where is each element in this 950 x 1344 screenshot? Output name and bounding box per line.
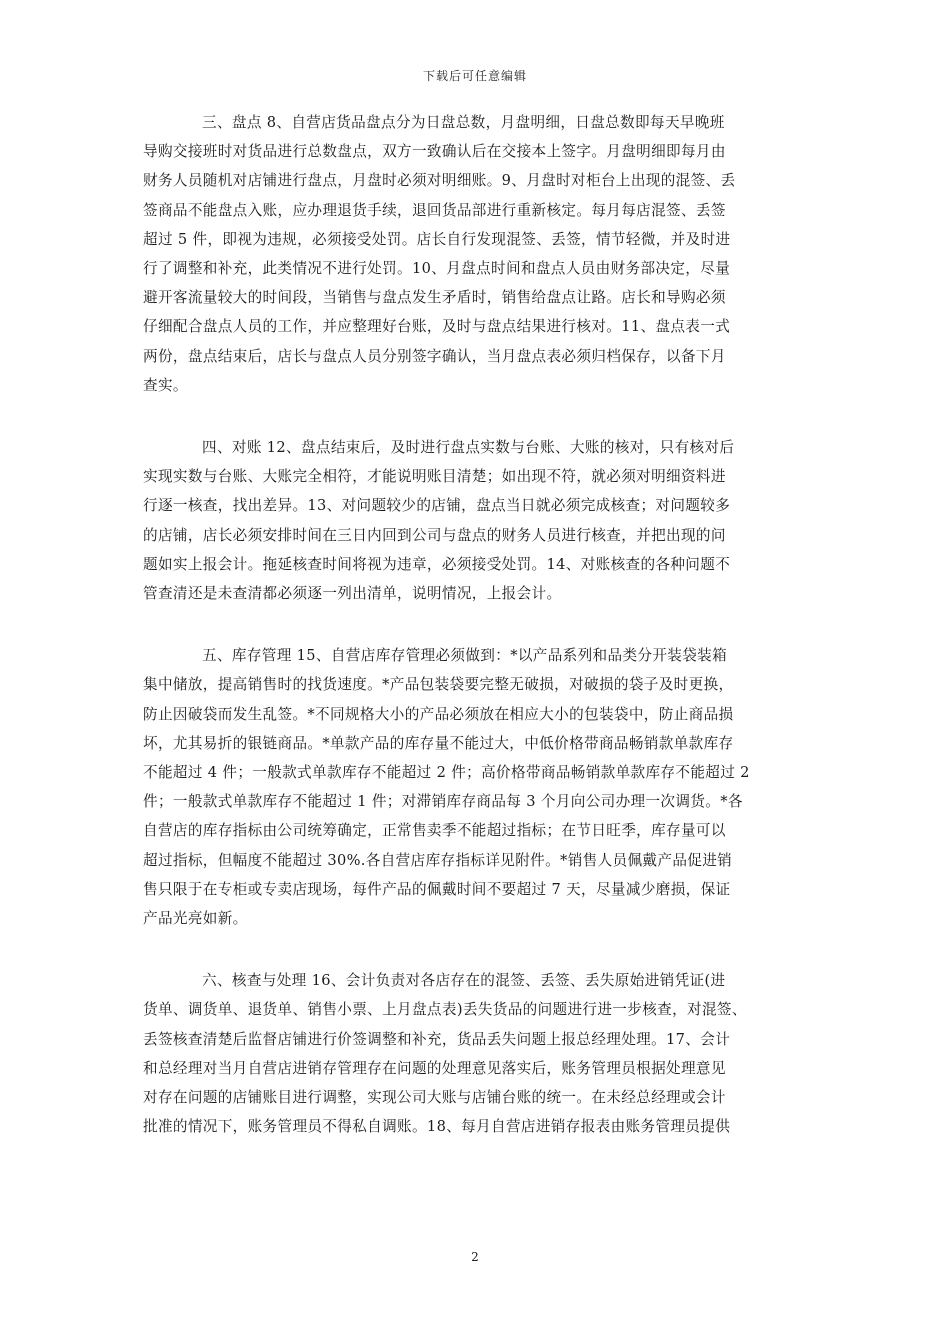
document-body [143,108,809,1175]
text-line: 超过指标，但幅度不能超过 30%.各自营店库存指标详见附件。*销售人员佩戴产品促进销 [143,851,733,869]
text-line: 批准的情况下，账务管理员不得私自调账。18、每月自营店进销存报表由账务管理员提供 [143,1118,731,1136]
text-line: 五、库存管理 15、自营店库存管理必须做到：*以产品系列和品类分开装袋装箱 [202,647,728,665]
paragraph-reconciliation [143,433,809,608]
text-line: 导购交接班时对货品进行总数盘点，双方一致确认后在交接本上签字。月盘明细即每月由 [143,143,726,161]
text-line: 的店铺，店长必须安排时间在三日内回到公司与盘点的财务人员进行核查，并把出现的问 [143,526,726,544]
text-line: 避开客流量较大的时间段，当销售与盘点发生矛盾时，销售给盘点让路。店长和导购必须 [143,289,726,307]
text-line: 三、盘点 8、自营店货品盘点分为日盘总数，月盘明细，日盘总数即每天早晚班 [202,114,725,131]
paragraph-stock-management [143,641,809,933]
text-line: 六、核查与处理 16、会计负责对各店存在的混签、丢签、丢失原始进销凭证(进 [202,972,726,990]
text-line: 防止因破袋而发生乱签。*不同规格大小的产品必须放在相应大小的包装袋中，防止商品损 [143,705,734,723]
text-line: 产品光亮如新。 [143,910,248,928]
text-line: 行逐一核查，找出差异。13、对问题较少的店铺，盘点当日就必须完成核查；对问题较多 [143,497,731,515]
paragraph-inventory-count [143,108,809,400]
text-line: 两份，盘点结束后，店长与盘点人员分别签字确认，当月盘点表必须归档保存，以备下月 [143,347,726,365]
text-line: 实现实数与台账、大账完全相符，才能说明账目清楚；如出现不符，就必须对明细资料进 [143,468,726,486]
text-line: 财务人员随机对店铺进行盘点，月盘时必须对明细账。9、月盘时对柜台上出现的混签、丢 [143,172,736,190]
text-line: 仔细配合盘点人员的工作，并应整理好台账，及时与盘点结果进行核对。11、盘点表一式 [143,318,731,336]
text-line: 四、对账 12、盘点结束后，及时进行盘点实数与台账、大账的核对，只有核对后 [202,439,735,457]
text-line: 题如实上报会计。拖延核查时间将视为违章，必须接受处罚。14、对账核查的各种问题不 [143,555,731,573]
page-number: 2 [471,1250,479,1264]
text-line: 对存在问题的店铺账目进行调整，实现公司大账与店铺台账的统一。在未经总经理或会计 [143,1089,726,1107]
text-line: 管查清还是未查清都必须逐一列出清单，说明情况，上报会计。 [143,585,562,603]
text-line: 货单、调货单、退货单、销售小票、上月盘点表)丢失货品的问题进行进一步核查，对混签、 [143,1001,747,1019]
text-line: 不能超过 4 件；一般款式单款库存不能超过 2 件；高价格带商品畅销款单款库存不能超过 2 [143,764,750,782]
text-line: 和总经理对当月自营店进销存管理存在问题的处理意见落实后，账务管理员根据处理意见 [143,1059,726,1077]
paragraph-review-and-handling [143,966,809,1141]
page-header: 下载后可任意编辑 [422,69,527,83]
text-line: 坏，尤其易折的银链商品。*单款产品的库存量不能过大，中低价格带商品畅销款单款库存 [143,734,734,752]
text-line: 行了调整和补充，此类情况不进行处罚。10、月盘点时间和盘点人员由财务部决定，尽量 [143,260,731,278]
text-line: 丢签核查清楚后监督店铺进行价签调整和补充，货品丢失问题上报总经理处理。17、会计 [143,1030,731,1048]
text-line: 签商品不能盘点入账，应办理退货手续，退回货品部进行重新核定。每月每店混签、丢签 [143,201,726,219]
text-line: 售只限于在专柜或专卖店现场，每件产品的佩戴时间不要超过 7 天，尽量减少磨损，保证 [143,880,731,898]
text-line: 查实。 [143,376,188,394]
text-line: 自营店的库存指标由公司统筹确定，正常售卖季不能超过指标；在节日旺季，库存量可以 [143,822,726,840]
text-line: 件；一般款式单款库存不能超过 1 件；对滞销库存商品每 3 个月向公司办理一次调货。*各 [143,793,743,811]
text-line: 集中储放，提高销售时的找货速度。*产品包装袋要完整无破损，对破损的袋子及时更换， [143,676,734,694]
text-line: 超过 5 件，即视为违规，必须接受处罚。店长自行发现混签、丢签，情节轻微，并及时进 [143,230,731,248]
